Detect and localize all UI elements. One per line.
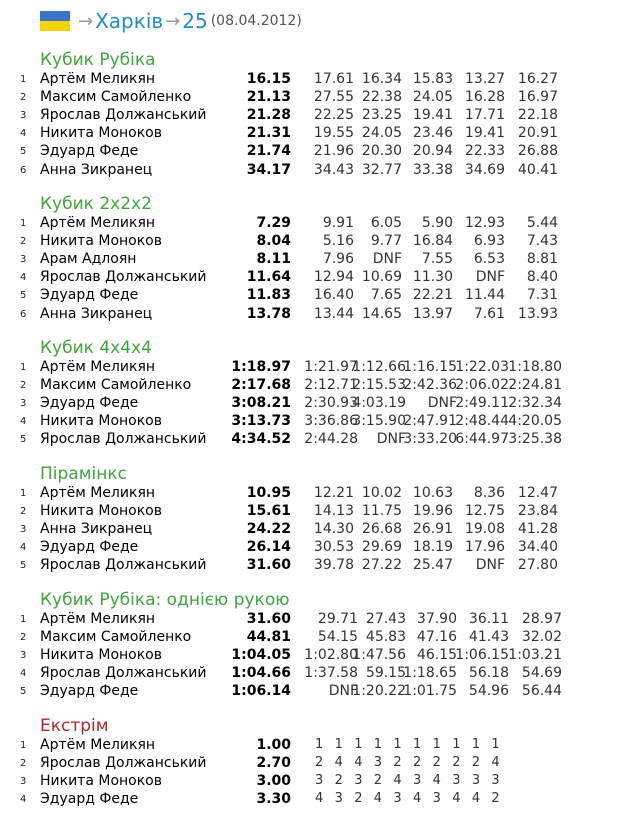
attempt-time: 2:06.02: [455, 377, 509, 394]
rank-number: 4: [20, 542, 27, 554]
attempt-time: 37.90: [416, 611, 457, 627]
attempt-time: 22.25: [313, 107, 354, 124]
attempt-time: 1:21.97: [304, 359, 358, 375]
best-result: 1:06.14: [231, 683, 291, 700]
result-row: [0, 664, 626, 682]
result-row: [0, 772, 626, 790]
attempt-time: 1:06.15: [455, 647, 509, 664]
competitor-name: Артём Меликян: [40, 71, 156, 87]
attempt-time: 17.96: [464, 539, 505, 556]
result-row: [0, 142, 626, 160]
attempt-time: 32.02: [521, 629, 562, 646]
attempt-time: 29.69: [361, 539, 402, 556]
best-result: 11.83: [246, 287, 291, 304]
best-result: 26.14: [246, 539, 291, 556]
best-result: 24.22: [246, 521, 291, 538]
attempt-time: 1:37.58: [304, 665, 358, 682]
attempt-time: 17.71: [464, 107, 505, 124]
rank-number: 4: [20, 416, 27, 428]
attempt-time: 23.84: [517, 503, 558, 520]
competitor-name: Артём Меликян: [40, 611, 156, 627]
rank-number: 1: [20, 74, 27, 85]
attempt-time: 12.93: [464, 215, 505, 231]
attempt-time: 32.77: [361, 161, 402, 178]
ukraine-flag-icon: [40, 11, 70, 31]
event-title: Кубик Рубіка: однією рукою: [40, 590, 290, 610]
attempt-time: 7.65: [370, 287, 402, 304]
competitor-name: Ярослав Должанський: [40, 107, 207, 124]
attempt-time: 11.44: [464, 287, 505, 304]
attempt-time: 6.93: [473, 233, 505, 250]
rank-number: 2: [20, 236, 27, 248]
competitor-name: Артём Меликян: [40, 215, 156, 231]
attempt-time: 8.40: [526, 269, 558, 286]
attempt-time: 14.65: [361, 305, 402, 322]
best-result: 21.13: [246, 89, 291, 106]
best-result: 2:17.68: [231, 377, 291, 394]
attempt-time: 41.28: [517, 521, 558, 538]
attempt-time: 20.91: [517, 125, 558, 142]
attempt-time: DNF: [475, 557, 505, 574]
attempt-time: 26.88: [517, 143, 558, 160]
result-row: [0, 790, 626, 808]
result-row: [0, 376, 626, 394]
result-row: [0, 232, 626, 250]
result-row: [0, 106, 626, 124]
attempt-time: 3:25.38: [508, 431, 562, 448]
attempt-time: 22.21: [412, 287, 453, 304]
attempt-time: 7.96: [322, 251, 354, 268]
attempt-time: 1:12.66: [352, 359, 406, 375]
best-result: 1.00: [256, 737, 291, 753]
rank-number: 4: [20, 272, 27, 284]
attempt-time: 2:44.28: [304, 431, 358, 448]
attempt-time: 3:36.86: [304, 413, 358, 430]
attempt-time: 14.13: [313, 503, 354, 520]
attempt-time: 46.15: [416, 647, 457, 664]
attempt-time: 27.43: [365, 611, 406, 627]
attempt-time: 2:15.53: [352, 377, 406, 394]
best-result: 34.17: [246, 161, 291, 178]
rank-number: 3: [20, 524, 27, 536]
attempt-time: 11.30: [412, 269, 453, 286]
attempt-time: 10.63: [412, 485, 453, 501]
rank-number: 2: [20, 506, 27, 518]
rank-number: 2: [20, 92, 27, 104]
result-row: [0, 305, 626, 323]
attempt-time: 11.75: [361, 503, 402, 520]
attempt-time: 24.05: [412, 89, 453, 106]
attempt-time: 34.40: [517, 539, 558, 556]
attempt-time: 1:20.22: [352, 683, 406, 700]
attempt-time: 2:42.36: [403, 377, 457, 394]
attempt-time: 1:16.15: [403, 359, 457, 375]
attempt-time: 36.11: [468, 611, 509, 627]
breadcrumb-city-link[interactable]: Харків: [95, 9, 164, 33]
attempt-time: 18.19: [412, 539, 453, 556]
attempt-time: 22.18: [517, 107, 558, 124]
rank-number: 5: [20, 686, 27, 698]
result-row: [0, 268, 626, 286]
result-row: [0, 520, 626, 538]
best-result: 15.61: [246, 503, 291, 520]
attempt-time: 6.05: [370, 215, 402, 231]
competitor-name: Анна Зикранец: [40, 161, 153, 178]
attempt-time: 7.61: [473, 305, 505, 322]
attempt-time: 34.43: [313, 161, 354, 178]
attempt-time: 4:03.19: [352, 395, 406, 412]
attempt-time: 41.43: [468, 629, 509, 646]
attempt-time: 1:18.80: [508, 359, 562, 375]
competitor-name: Анна Зикранец: [40, 521, 153, 538]
competitor-name: Никита Моноков: [40, 233, 163, 250]
attempt-time: 23.25: [361, 107, 402, 124]
competitor-name: Эдуард Феде: [40, 683, 139, 700]
attempt-time: 30.53: [313, 539, 354, 556]
competitor-name: Ярослав Должанський: [40, 665, 207, 682]
attempt-time: 26.91: [412, 521, 453, 538]
attempt-time: 27.55: [313, 89, 354, 106]
result-row: [0, 502, 626, 520]
competitor-name: Никита Моноков: [40, 503, 163, 520]
attempt-time: 13.27: [464, 71, 505, 87]
best-result: 2.70: [256, 755, 291, 772]
rank-number: 1: [20, 218, 27, 229]
attempt-time: 5.90: [421, 215, 453, 231]
attempt-time: 56.44: [521, 683, 562, 700]
competitor-name: Максим Самойленко: [40, 629, 192, 646]
attempt-time: 56.18: [468, 665, 509, 682]
attempt-time: 45.83: [365, 629, 406, 646]
attempt-time: 5.16: [322, 233, 354, 250]
result-row: [0, 646, 626, 664]
competitor-name: Артём Меликян: [40, 737, 156, 753]
competitor-name: Ярослав Должанський: [40, 269, 207, 286]
place-scores: 4 3 2 4 3 4 3 4 4 2: [315, 791, 504, 807]
best-result: 3:13.73: [231, 413, 291, 430]
rank-number: 4: [20, 668, 27, 680]
best-result: 3.00: [256, 773, 291, 790]
attempt-time: 16.34: [361, 71, 402, 87]
attempt-time: 34.69: [464, 161, 505, 178]
competitor-name: Эдуард Феде: [40, 791, 139, 808]
attempt-time: 17.61: [313, 71, 354, 87]
attempt-time: 7.43: [526, 233, 558, 250]
competitor-name: Никита Моноков: [40, 413, 163, 430]
attempt-time: 9.77: [370, 233, 402, 250]
best-result: 8.04: [256, 233, 291, 250]
rank-number: 3: [20, 650, 27, 662]
competition-date: (08.04.2012): [210, 13, 302, 29]
attempt-time: 16.27: [517, 71, 558, 87]
competitor-name: Максим Самойленко: [40, 377, 192, 394]
rank-number: 2: [20, 758, 27, 770]
event-title: Кубик Рубіка: [40, 50, 156, 70]
attempt-time: 1:47.56: [352, 647, 406, 664]
attempt-time: 12.94: [313, 269, 354, 286]
best-result: 44.81: [246, 629, 291, 646]
competitor-name: Артём Меликян: [40, 359, 156, 375]
result-row: [0, 394, 626, 412]
attempt-time: DNF: [372, 251, 402, 268]
result-row: [0, 124, 626, 142]
breadcrumb-arrow: →: [165, 10, 181, 32]
attempt-time: 6.53: [473, 251, 505, 268]
attempt-time: 19.41: [412, 107, 453, 124]
attempt-time: 33.38: [412, 161, 453, 178]
attempt-time: 1:03.21: [508, 647, 562, 664]
attempt-time: 2:49.11: [455, 395, 509, 412]
best-result: 31.60: [246, 611, 291, 627]
attempt-time: 8.36: [473, 485, 505, 501]
attempt-time: 27.22: [361, 557, 402, 574]
attempt-time: 14.30: [313, 521, 354, 538]
attempt-time: 20.94: [412, 143, 453, 160]
attempt-time: 3:15.90: [352, 413, 406, 430]
attempt-time: 1:02.80: [304, 647, 358, 664]
best-result: 3:08.21: [231, 395, 291, 412]
attempt-time: 59.15: [365, 665, 406, 682]
result-row: [0, 484, 626, 502]
attempt-time: 23.46: [412, 125, 453, 142]
result-row: [0, 70, 626, 88]
event-title: Кубик 4х4х4: [40, 338, 152, 358]
attempt-time: 4:20.05: [508, 413, 562, 430]
attempt-time: 24.05: [361, 125, 402, 142]
rank-number: 3: [20, 254, 27, 266]
attempt-time: 47.16: [416, 629, 457, 646]
attempt-time: DNF: [328, 683, 358, 700]
best-result: 21.28: [246, 107, 291, 124]
event-title: Пірамінкс: [40, 464, 127, 484]
attempt-time: 29.71: [317, 611, 358, 627]
result-row: [0, 430, 626, 448]
attempt-time: 1:01.75: [403, 683, 457, 700]
result-row: [0, 412, 626, 430]
event-title: Екстрім: [40, 716, 109, 736]
best-result: 4:34.52: [231, 431, 291, 448]
attempt-time: DNF: [475, 269, 505, 286]
attempt-time: 26.68: [361, 521, 402, 538]
rank-number: 6: [20, 308, 27, 320]
breadcrumb-number-link[interactable]: 25: [182, 9, 208, 33]
attempt-time: 2:32.34: [508, 395, 562, 412]
attempt-time: 25.47: [412, 557, 453, 574]
attempt-time: 16.97: [517, 89, 558, 106]
attempt-time: 16.40: [313, 287, 354, 304]
rank-number: 1: [20, 362, 27, 373]
result-row: [0, 628, 626, 646]
best-result: 11.64: [246, 269, 291, 286]
best-result: 10.95: [246, 485, 291, 501]
attempt-time: 19.96: [412, 503, 453, 520]
attempt-time: 27.80: [517, 557, 558, 574]
attempt-time: 15.83: [412, 71, 453, 87]
rank-number: 4: [20, 794, 27, 806]
best-result: 1:04.66: [231, 665, 291, 682]
attempt-time: 2:48.44: [455, 413, 509, 430]
rank-number: 5: [20, 146, 27, 158]
competitor-name: Максим Самойленко: [40, 89, 192, 106]
attempt-time: 10.69: [361, 269, 402, 286]
attempt-time: 54.69: [521, 665, 562, 682]
attempt-time: 2:47.91: [403, 413, 457, 430]
attempt-time: 40.41: [517, 161, 558, 178]
result-row: [0, 214, 626, 232]
rank-number: 1: [20, 614, 27, 625]
best-result: 21.74: [246, 143, 291, 160]
attempt-time: 12.47: [517, 485, 558, 501]
competitor-name: Ярослав Должанський: [40, 557, 207, 574]
competitor-name: Анна Зикранец: [40, 305, 153, 322]
competitor-name: Эдуард Феде: [40, 539, 139, 556]
attempt-time: 1:18.65: [403, 665, 457, 682]
best-result: 8.11: [256, 251, 291, 268]
best-result: 31.60: [246, 557, 291, 574]
attempt-time: 7.31: [526, 287, 558, 304]
attempt-time: 5.44: [526, 215, 558, 231]
result-row: [0, 358, 626, 376]
attempt-time: 3:33.20: [403, 431, 457, 448]
result-row: [0, 556, 626, 574]
rank-number: 6: [20, 164, 27, 176]
best-result: 1:18.97: [231, 359, 291, 375]
best-result: 13.78: [246, 305, 291, 322]
attempt-time: 10.02: [361, 485, 402, 501]
attempt-time: 39.78: [313, 557, 354, 574]
competitor-name: Эдуард Феде: [40, 287, 139, 304]
place-scores: 1 1 1 1 1 1 1 1 1 1: [315, 737, 504, 752]
attempt-time: 16.84: [412, 233, 453, 250]
attempt-time: 13.97: [412, 305, 453, 322]
best-result: 3.30: [256, 791, 291, 808]
attempt-time: 8.81: [526, 251, 558, 268]
competitor-name: Никита Моноков: [40, 647, 163, 664]
attempt-time: 21.96: [313, 143, 354, 160]
best-result: 1:04.05: [231, 647, 291, 664]
result-row: [0, 250, 626, 268]
rank-number: 2: [20, 632, 27, 644]
attempt-time: 28.97: [521, 611, 562, 627]
breadcrumb-arrow: →: [78, 10, 94, 32]
attempt-time: 2:24.81: [508, 377, 562, 394]
rank-number: 5: [20, 560, 27, 572]
result-row: [0, 88, 626, 106]
rank-number: 3: [20, 776, 27, 788]
rank-number: 5: [20, 290, 27, 302]
event-title: Кубик 2х2х2: [40, 194, 152, 214]
best-result: 21.31: [246, 125, 291, 142]
attempt-time: 1:22.03: [455, 359, 509, 375]
competitor-name: Ярослав Должанський: [40, 431, 207, 448]
rank-number: 2: [20, 380, 27, 392]
place-scores: 2 4 4 3 2 2 2 2 2 4: [315, 755, 504, 771]
competitor-name: Никита Моноков: [40, 125, 163, 142]
attempt-time: DNF: [376, 431, 406, 448]
attempt-time: 19.55: [313, 125, 354, 142]
rank-number: 1: [20, 488, 27, 499]
rank-number: 5: [20, 434, 27, 446]
attempt-time: 9.91: [322, 215, 354, 231]
attempt-time: 54.96: [468, 683, 509, 700]
attempt-time: 12.75: [464, 503, 505, 520]
result-row: [0, 754, 626, 772]
result-row: [0, 538, 626, 556]
attempt-time: 20.30: [361, 143, 402, 160]
attempt-time: 22.38: [361, 89, 402, 106]
attempt-time: 2:12.71: [304, 377, 358, 394]
rank-number: 1: [20, 740, 27, 751]
competitor-name: Ярослав Должанський: [40, 755, 207, 772]
result-row: [0, 161, 626, 179]
attempt-time: 22.33: [464, 143, 505, 160]
competitor-name: Арам Адлоян: [40, 251, 137, 268]
best-result: 16.15: [246, 71, 291, 87]
place-scores: 3 2 3 2 4 3 4 3 3 3: [315, 773, 504, 789]
attempt-time: 54.15: [317, 629, 358, 646]
result-row: [0, 286, 626, 304]
attempt-time: 13.93: [517, 305, 558, 322]
breadcrumb: [40, 8, 302, 34]
attempt-time: 7.55: [421, 251, 453, 268]
attempt-time: 2:30.93: [304, 395, 358, 412]
attempt-time: 13.44: [313, 305, 354, 322]
attempt-time: 19.08: [464, 521, 505, 538]
competitor-name: Эдуард Феде: [40, 395, 139, 412]
attempt-time: 6:44.97: [455, 431, 509, 448]
competitor-name: Артём Меликян: [40, 485, 156, 501]
rank-number: 3: [20, 398, 27, 410]
result-row: [0, 610, 626, 628]
best-result: 7.29: [256, 215, 291, 231]
attempt-time: DNF: [427, 395, 457, 412]
rank-number: 3: [20, 110, 27, 122]
competitor-name: Эдуард Феде: [40, 143, 139, 160]
rank-number: 4: [20, 128, 27, 140]
result-row: [0, 736, 626, 754]
result-row: [0, 682, 626, 700]
attempt-time: 16.28: [464, 89, 505, 106]
attempt-time: 19.41: [464, 125, 505, 142]
competitor-name: Никита Моноков: [40, 773, 163, 790]
attempt-time: 12.21: [313, 485, 354, 501]
